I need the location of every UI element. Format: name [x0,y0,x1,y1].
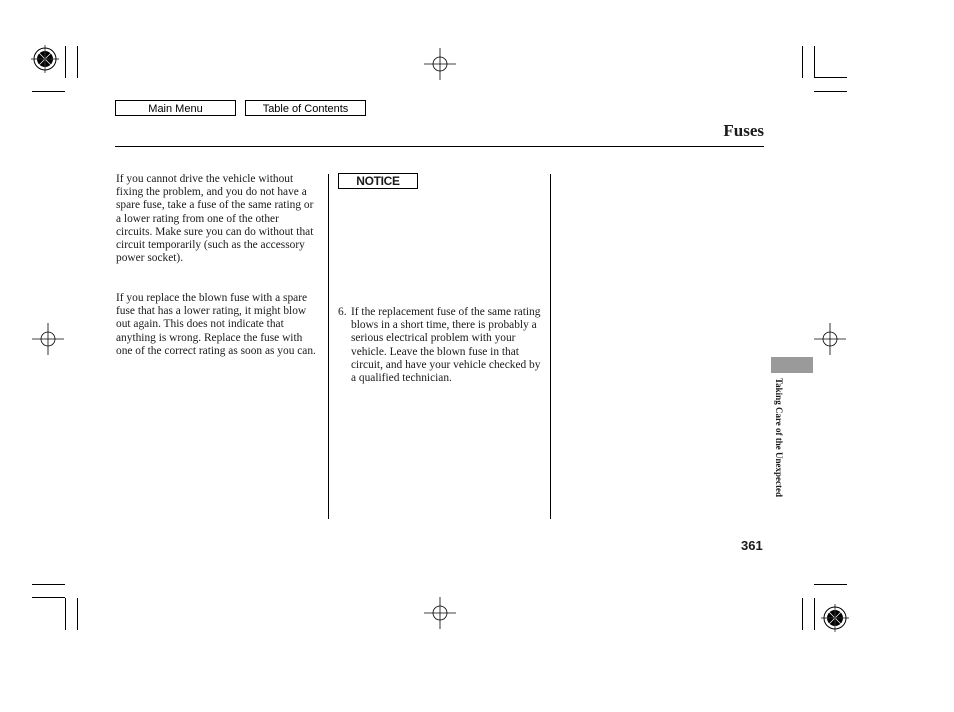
crosshair-target-icon [820,603,850,633]
column-divider [328,174,329,519]
crosshair-icon [814,323,846,355]
page-number: 361 [741,538,763,553]
table-of-contents-button[interactable]: Table of Contents [245,100,366,116]
header-rule [115,146,764,147]
main-menu-button[interactable]: Main Menu [115,100,236,116]
step-text: If the replacement fuse of the same rating blows in a short time, there is probably a serious electrical problem with your vehicle. Leave the blown fuse in that circuit, and have your vehicle checked by a qualified technician. [351,306,541,385]
paragraph-spare-fuse: If you cannot drive the vehicle without fixing the problem, and you do not have a spare fuse, take a fuse of the same rating or a lower rating from one of the other circuits. Make sure you can do without that circuit temporarily (such as the accessory power socket). [116,173,314,265]
step-item [338,306,543,385]
step-number: 6. [338,306,347,318]
crosshair-icon [32,323,64,355]
crosshair-target-icon [30,44,60,74]
section-tab [771,357,813,373]
crosshair-icon [424,48,456,80]
notice-label: NOTICE [338,173,418,189]
paragraph-lower-rating: If you replace the blown fuse with a spare fuse that has a lower rating, it might blow out again. This does not indicate that anything is wrong. Replace the fuse with one of the correct rating as soon as you can. [116,292,316,357]
section-label: Taking Care of the Unexpected [774,378,784,497]
column-divider [550,174,551,519]
crosshair-icon [424,597,456,629]
page-title: Fuses [723,121,764,140]
